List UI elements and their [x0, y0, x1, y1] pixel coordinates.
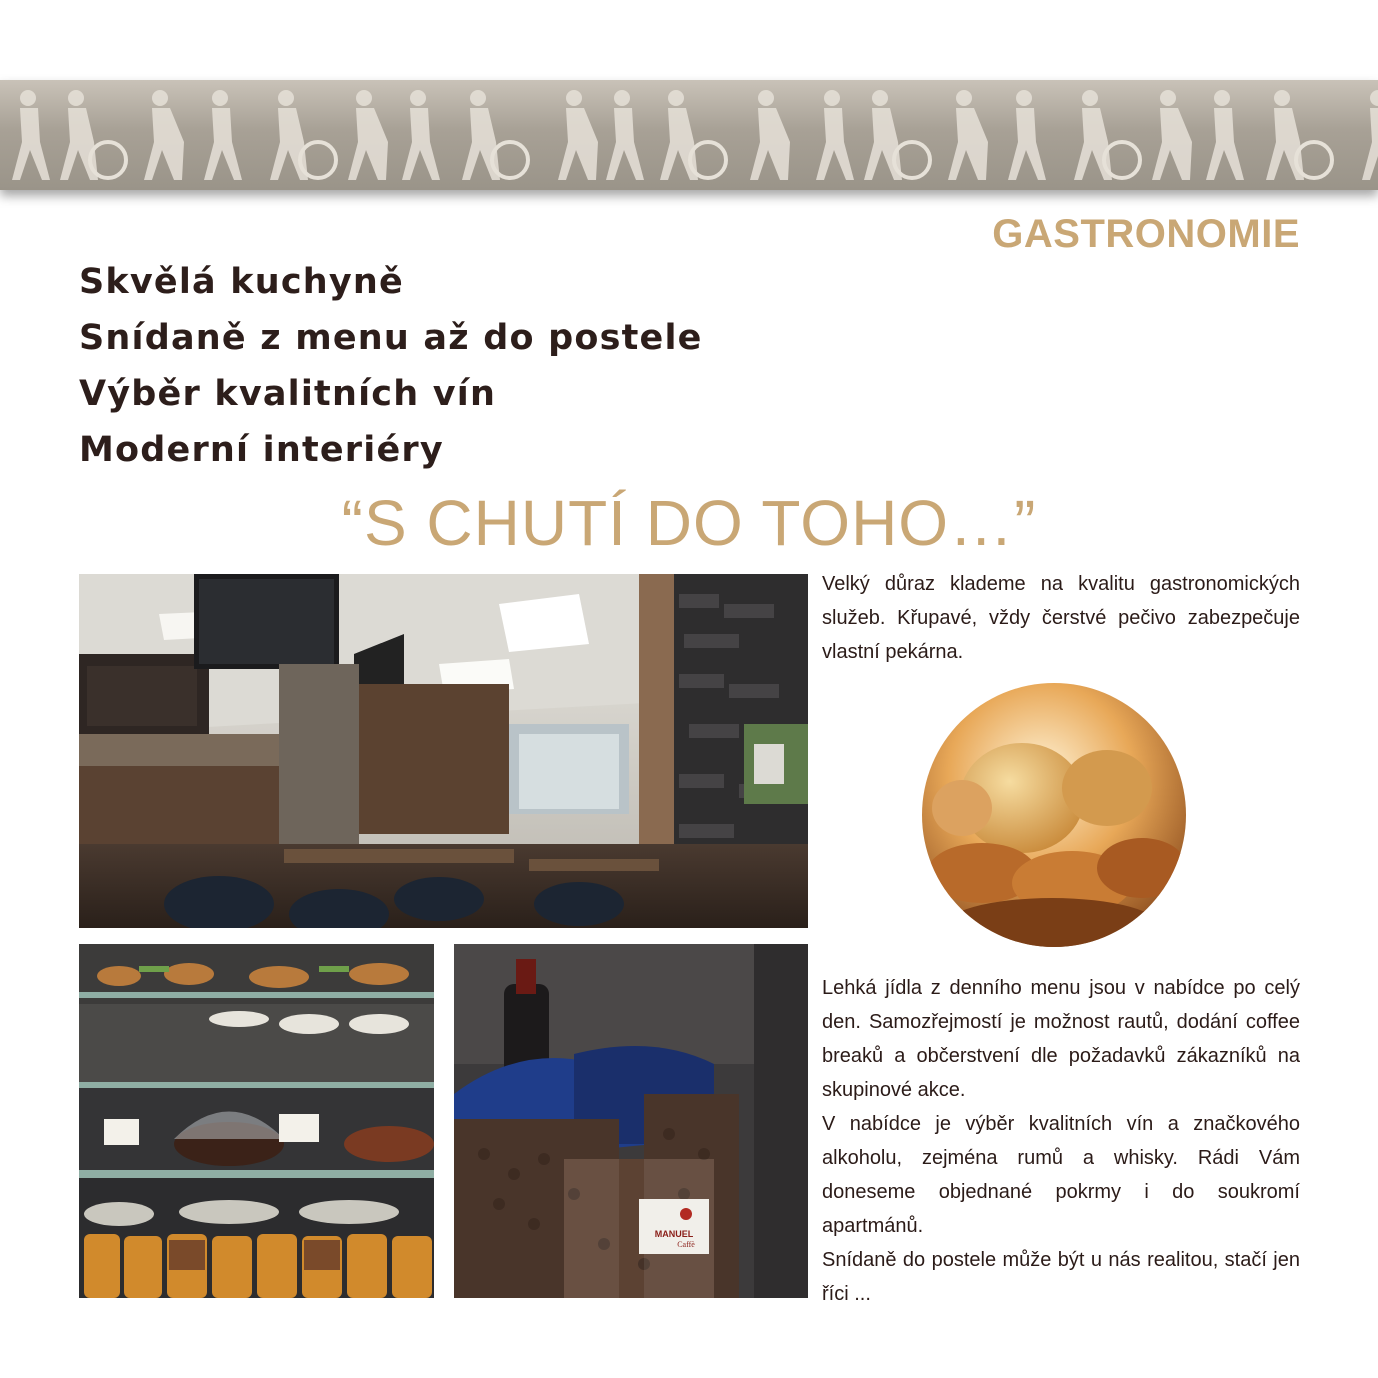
headline-item: Snídaně z menu až do postele	[79, 318, 703, 358]
coffee-sub-label: Caffè	[677, 1240, 695, 1249]
headline-item: Výběr kvalitních vín	[79, 374, 497, 414]
restaurant-interior-photo	[79, 574, 808, 928]
headline-item: Skvělá kuchyně	[79, 262, 404, 302]
paragraph-text: Snídaně do postele může být u nás realitou, stačí jen říci ...	[822, 1249, 1300, 1305]
slogan: “S CHUTÍ DO TOHO…”	[341, 487, 1037, 559]
food-display-case-photo	[79, 944, 434, 1298]
paragraph-text: V nabídce je výběr kvalitních vín a značkového alkoholu, zejména rumů a whisky. Rádi Vám doneseme objednané pokrmy i do soukromí apartmánů.	[822, 1113, 1300, 1237]
services-paragraph	[822, 971, 1300, 1311]
sports-silhouettes-image	[0, 80, 1378, 190]
headline-item: Moderní interiéry	[79, 430, 444, 470]
coffee-bean-jars-photo	[454, 944, 808, 1298]
coffee-brand-label: MANUEL	[654, 1229, 694, 1239]
headline-list	[79, 254, 703, 478]
sports-banner	[0, 80, 1378, 190]
section-title: GASTRONOMIE	[992, 212, 1300, 256]
paragraph-text: Lehká jídla z denního menu jsou v nabídce po celý den. Samozřejmostí je možnost rautů, dodání coffee breaků a občerstvení dle požadavků zákazníků na skupinové akce.	[822, 977, 1300, 1101]
bread-basket-photo	[922, 683, 1186, 947]
intro-paragraph	[822, 567, 1300, 669]
paragraph-text: Velký důraz klademe na kvalitu gastronomických služeb. Křupavé, vždy čerstvé pečivo zabezpečuje vlastní pekárna.	[822, 573, 1300, 663]
